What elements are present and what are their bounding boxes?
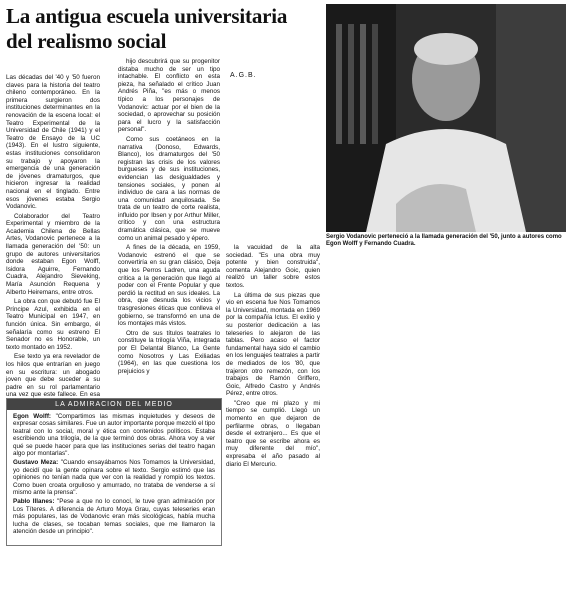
paragraph: hijo descubrirá que su progenitor distaba mucho de ser un tipo intachable. El conflicto en esta pieza, ha señalado el crítico Juan Andrés Piña, "es más o menos típico a los personajes de Vodanovic: actuar por el bien de la sociedad, o aprovechar su posición para el lucro y la satisfacción personal". <box>118 58 220 134</box>
paragraph: la vacuidad de la alta sociedad. "Es una obra muy potente y bien construida", comenta Alejandro Goic, quien realizó un taller sobre estos textos. <box>226 244 320 289</box>
quote <box>13 413 215 457</box>
quote-speaker: Pablo Illanes: <box>13 498 55 506</box>
paragraph: La obra con que debutó fue El Príncipe Azul, exhibida en el Teatro Municipal en 1947, en función única. Sin embargo, él señalaría como su estreno El Senador no es Honorable, un texto montado en 1952. <box>6 298 100 351</box>
sidebar-title: LA ADMIRACION DEL MEDIO <box>7 399 221 410</box>
paragraph: Colaborador del Teatro Experimental y miembro de la Academia Chilena de Bellas Artes, Vodanovic pertenece a la llamada generación del '50: un grupo de autores universitarios donde estaban Egon Wolff, Isidora Aguirre, Fernando Cuadra, Alejandro Sieveking, María Asunción Requena y Alberto Heiremans, entre otros. <box>6 212 100 296</box>
paragraph: "Creo que mi plazo y mi tiempo se cumplió. Llegó un momento en que dejaron de perfilarme obras, o llegaban desde el extranjero... Es que el teatro que se escribe ahora es muy diferente del mío", expresaba el año pasado al diario El Mercurio. <box>226 399 320 468</box>
paragraph: Como sus coetáneos en la narrativa (Donoso, Edwards, Blanco), los dramaturgos del '50 registran las crisis de los valores burgueses y de sus instituciones, evidencian las desigualdades y tensiones sociales, y ponen al individuo de cara a las normas de una comunidad anquilosada. Se trata de un teatro de corte realista, influido por Ibsen y por Arthur Miller, crítico y con una estructura dramática clásica, que se mueve como un animal pesado y épero. <box>118 135 220 242</box>
quote-speaker: Egon Wolff: <box>13 413 52 420</box>
headline-line-1: La antigua escuela universitaria <box>6 4 288 28</box>
headline <box>6 4 326 54</box>
quote-text: "Cuando ensayábamos Nos Tomamos la Universidad, yo decidí que la gente opinara sobre el texto. Sergio estimó que las opiniones no tenían nada que ver con la realidad y rompió los textos. Como buen croata orgulloso y amurrado, no trataba de venderse a sí mismo ante la prensa". <box>13 459 216 497</box>
paragraph: Ese texto ya era revelador de los hilos que entrarían en juego en su escritura: un abogado joven que debe suceder a su padre en su rol parlamentario una vez que este fallece. En esa <box>6 353 100 399</box>
quote-speaker: Gustavo Meza: <box>13 459 59 467</box>
photo-caption: Sergio Vodanovic perteneció a la llamada generación del '50, junto a autores como Egon Wolff y Fernando Cuadra. <box>326 234 562 247</box>
portrait-illustration <box>326 4 566 232</box>
paragraph: La última de sus piezas que vio en escena fue Nos Tomamos la Universidad, montada en 1969 por la compañía Ictus. El exilio y su posterior dedicación a las teleseries lo alejaron de las tablas. Pero acaso el factor fundamental haya sido el cambio en los lenguajes teatrales a partir de mediados de los '80, que trajeron otro remezón, con los trabajos de Ramón Griffero, Goic, Alfredo Castro y Andrés Pérez, entre otros. <box>226 291 320 398</box>
article-column-1 <box>6 74 100 399</box>
sidebar-body <box>7 410 221 541</box>
author-byline: A.G.B. <box>230 72 257 79</box>
paragraph: Las décadas del '40 y '50 fueron claves para la historia del teatro chileno contemporáneo. En la primera surgieron dos instituciones determinantes en la renovación de la escena local: el Teatro Experimental de la Universidad de Chile (1941) y el Teatro de Ensayo de la UC (1943). En el lustro siguiente, estas instituciones consolidaron su trabajo y apoyaron la emergencia de una generación de jóvenes dramaturgos, que hicieron ingresar la realidad nacional en el tinglado. Entre esos jóvenes estaba Sergio Vodanovic. <box>6 74 100 211</box>
quote <box>13 459 215 496</box>
headline-line-2: del realismo social <box>6 29 167 53</box>
sidebar-box <box>6 398 222 546</box>
quote <box>13 498 215 535</box>
quote-text: "Pese a que no lo conocí, le tuve gran admiración por Los Títeres. A diferencia de Arturo Moya Grau, cuyas teleseries eran más populares, las de Vodanovic eran más sicológicas, había mucha lucha de clases, se tocaban temas sociales, que me llamaron la atención desde un principio". <box>13 498 216 536</box>
article-column-3 <box>226 244 320 468</box>
article-column-2 <box>118 58 220 408</box>
paragraph: A fines de la década, en 1959, Vodanovic estrenó el que se convertiría en su gran clásico, Deja que los Perros Ladren, una aguda crítica a la generación que llegó al poder con el Frente Popular y que perdió la rectitud en sus ideales. La obra, que desnuda los vicios y trasgresiones éticas que conlleva el gobierno, se transformó en una de los montajes más vistos. <box>118 244 220 328</box>
quote-text: "Compartimos las mismas inquietudes y deseos de expresar cosas similares. Fue un autor importante porque mezcló el tipo teatral con lo social, moral y ética con contenidos políticos. Estaba escribiendo una trilogía, de la que terminó dos obras. Ahora voy a ver qué se puede hacer para que las instituciones serias del teatro hagan algo por montarlas". <box>13 413 215 458</box>
portrait-photo <box>326 4 566 232</box>
paragraph: Otro de sus títulos teatrales lo constituye la trilogía Viña, integrada por El Delantal Blanco, La Gente como Nosotros y Las Exiliadas (1964), en las que cuestiona los prejuicios y <box>118 329 220 375</box>
